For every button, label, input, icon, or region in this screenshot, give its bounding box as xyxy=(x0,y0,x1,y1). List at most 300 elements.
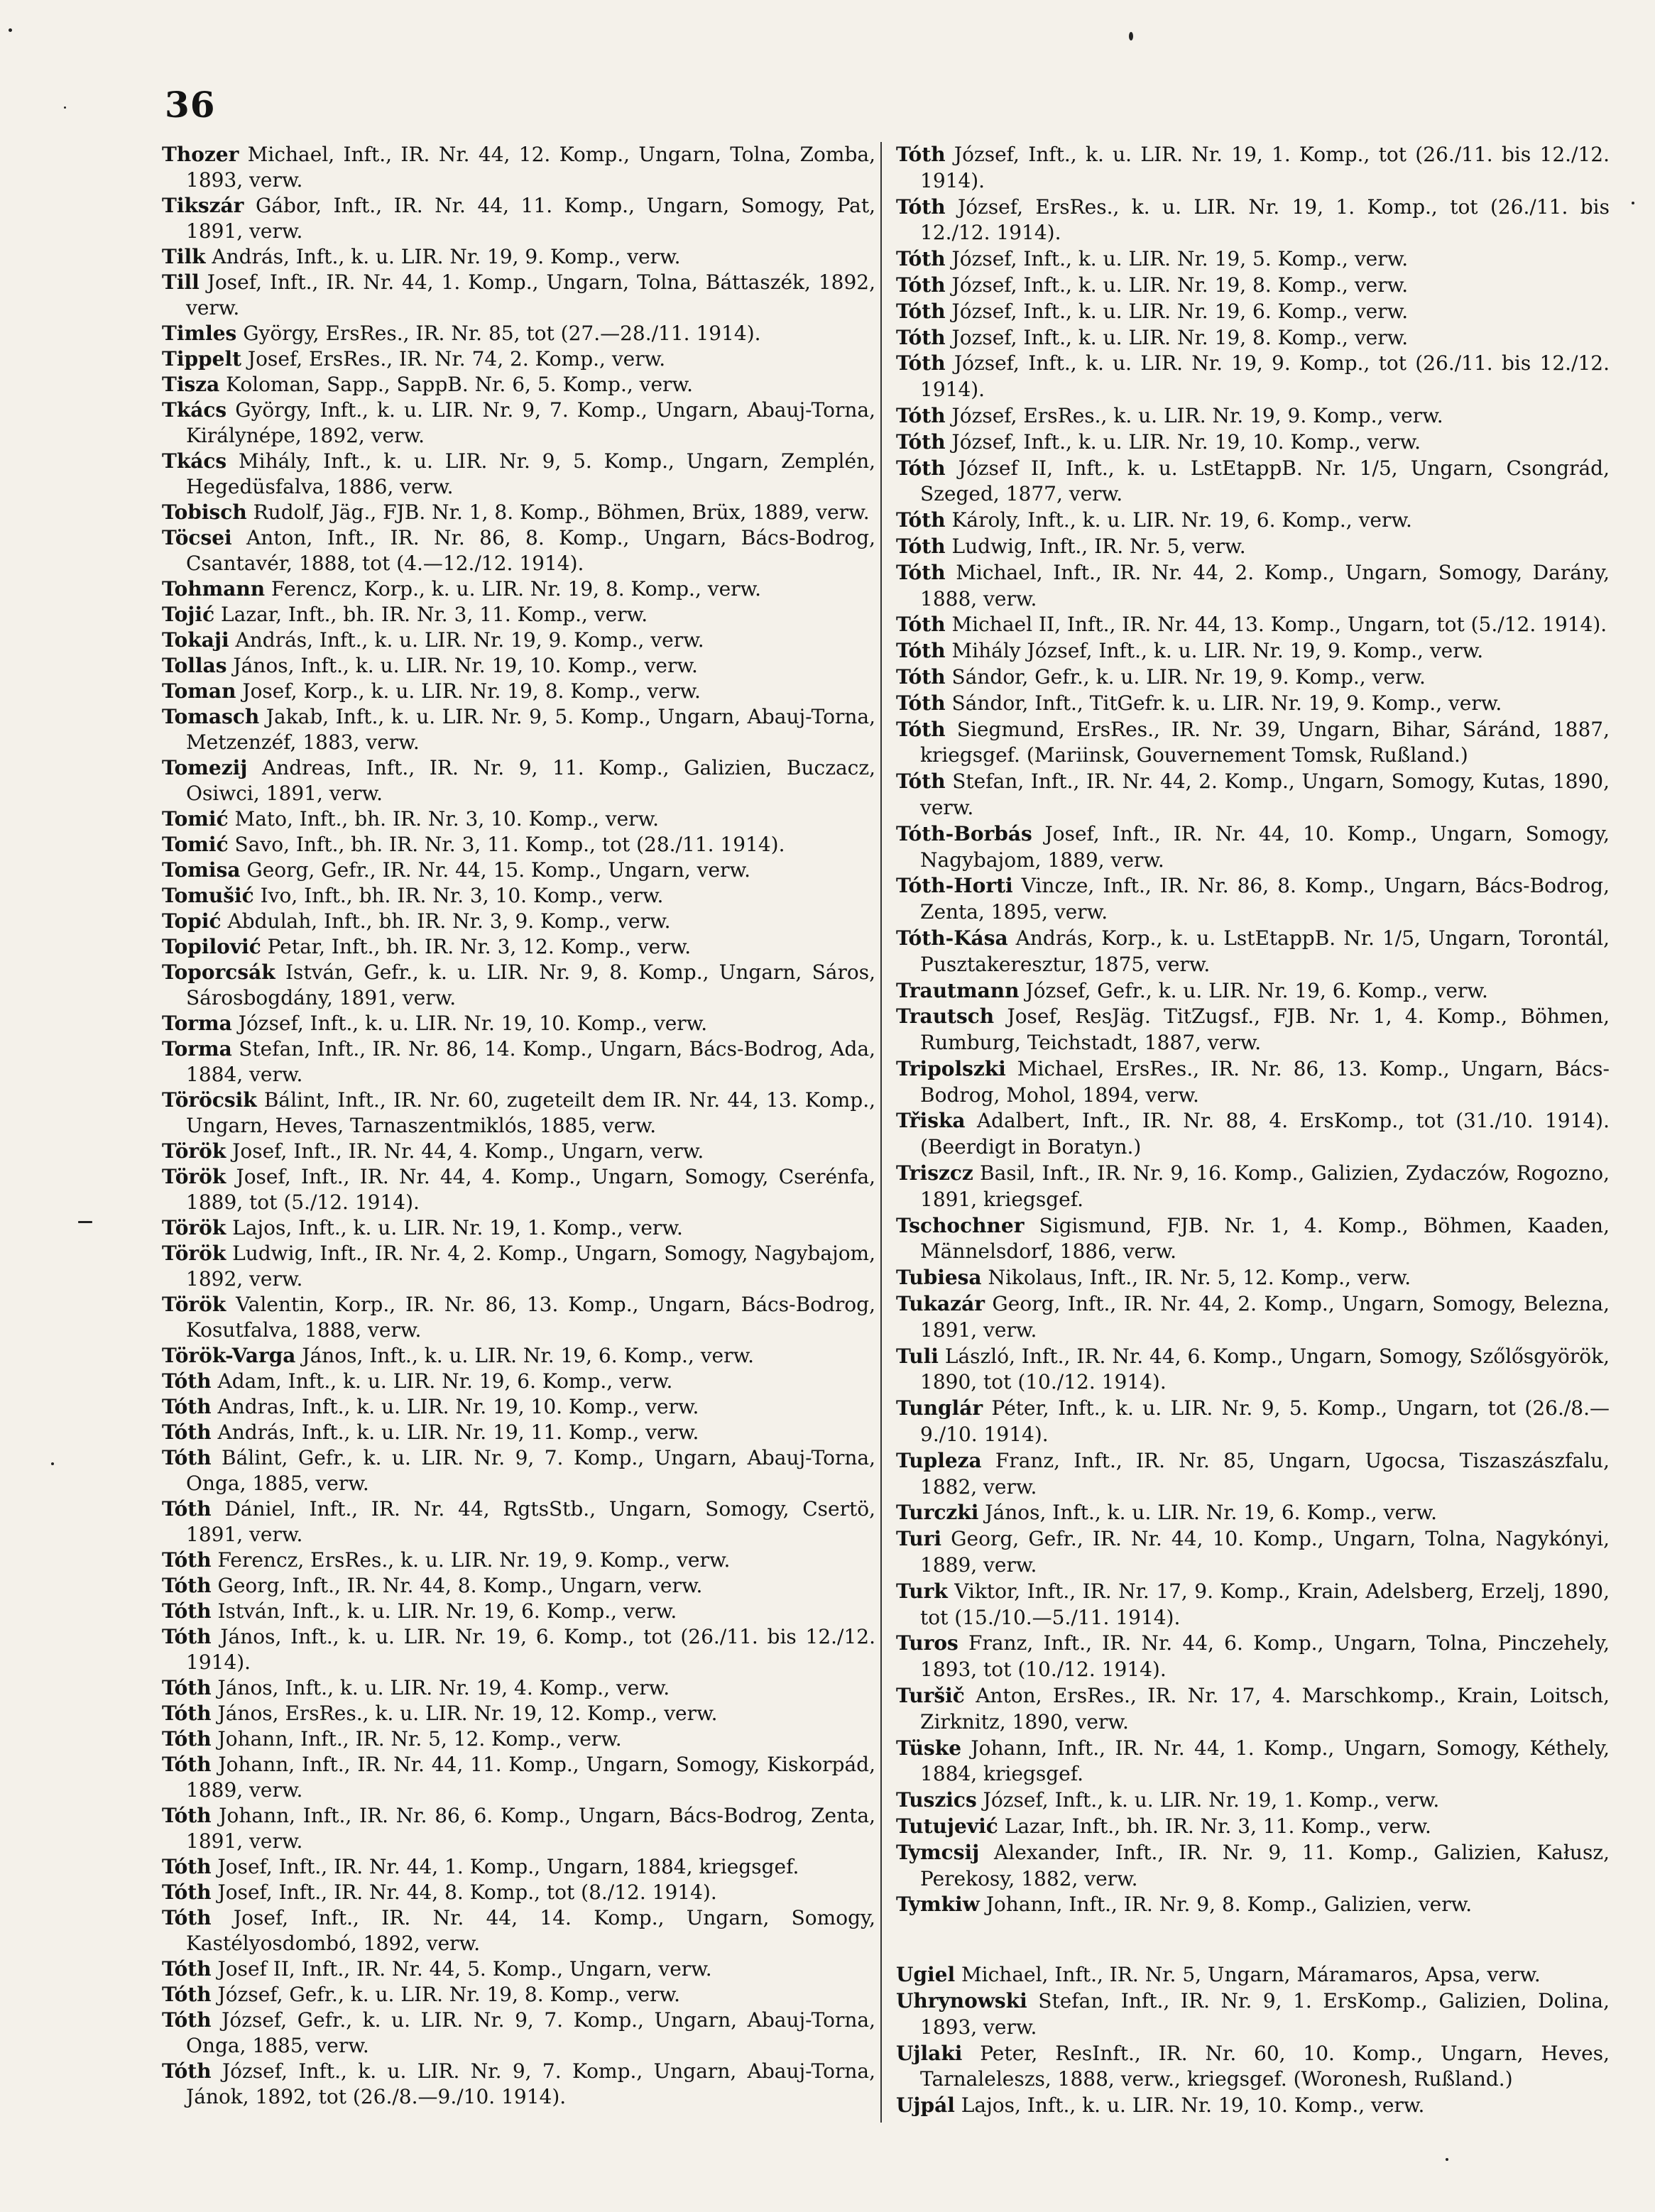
entry-details: Ludwig, Inft., IR. Nr. 5, verw. xyxy=(945,534,1246,558)
casualty-entry xyxy=(162,602,875,628)
casualty-entry xyxy=(162,1624,875,1675)
scan-speck xyxy=(51,1462,54,1465)
entry-details: Johann, Inft., IR. Nr. 44, 11. Komp., Ungarn, Somogy, Kiskorpád, 1889, verw. xyxy=(186,1753,875,1802)
entry-details: Siegmund, ErsRes., IR. Nr. 39, Ungarn, Bihar, Sáránd, 1887, kriegsgef. (Mariinsk, Gouvernement Tomsk, Rußland.) xyxy=(920,717,1610,767)
casualty-entry xyxy=(896,1814,1610,1840)
entry-surname: Tóth xyxy=(162,1420,212,1444)
entry-details: András, Inft., k. u. LIR. Nr. 19, 11. Komp., verw. xyxy=(211,1420,699,1444)
entry-details: Anton, ErsRes., IR. Nr. 17, 4. Marschkomp., Krain, Loitsch, Zirknitz, 1890, verw. xyxy=(920,1684,1610,1734)
scan-speck xyxy=(1632,202,1634,204)
entry-details: Lazar, Inft., bh. IR. Nr. 3, 11. Komp., verw. xyxy=(214,603,648,626)
casualty-entry xyxy=(162,832,875,858)
casualty-entry xyxy=(896,1056,1610,1109)
entry-surname: Tóth xyxy=(896,325,946,349)
casualty-entry xyxy=(896,1265,1610,1291)
entry-surname: Tóth xyxy=(162,1446,212,1469)
entry-surname: Toporcsák xyxy=(162,960,275,984)
entry-surname: Tóth-Horti xyxy=(896,874,1013,898)
entry-details: Josef, Inft., IR. Nr. 44, 4. Komp., Ungarn, verw. xyxy=(226,1139,704,1163)
entry-surname: Tóth xyxy=(162,2059,212,2083)
casualty-entry xyxy=(896,1683,1610,1736)
casualty-entry xyxy=(896,978,1610,1004)
casualty-entry xyxy=(896,560,1610,613)
entry-details: József II, Inft., k. u. LstEtappB. Nr. 1/5, Ungarn, Csongrád, Szeged, 1877, verw. xyxy=(920,456,1610,506)
page-number: 36 xyxy=(165,84,216,126)
entry-details: József, ErsRes., k. u. LIR. Nr. 19, 1. Komp., tot (26./11. bis 12./12. 1914). xyxy=(920,195,1610,245)
casualty-entry xyxy=(162,244,875,270)
casualty-entry xyxy=(896,1579,1610,1631)
casualty-entry xyxy=(162,755,875,806)
entry-details: József, Inft., k. u. LIR. Nr. 19, 1. Komp., verw. xyxy=(976,1788,1440,1812)
entry-details: Bálint, Inft., IR. Nr. 60, zugeteilt dem IR. Nr. 44, 13. Komp., Ungarn, Heves, Tarnaszentmiklós, 1885, verw. xyxy=(186,1088,875,1137)
entry-surname: Tomisa xyxy=(162,858,241,882)
entry-details: Josef, Inft., IR. Nr. 44, 14. Komp., Ungarn, Somogy, Kastélyosdombó, 1892, verw. xyxy=(186,1906,875,1955)
casualty-entry xyxy=(162,858,875,883)
entry-details: Stefan, Inft., IR. Nr. 44, 2. Komp., Ungarn, Somogy, Kutas, 1890, verw. xyxy=(920,770,1610,819)
entry-details: Sándor, Gefr., k. u. LIR. Nr. 19, 9. Komp., verw. xyxy=(945,664,1426,689)
entry-details: József, Inft., k. u. LIR. Nr. 9, 7. Komp., Ungarn, Abauj-Torna, Jánok, 1892, tot (26./8.—9./10. 1914). xyxy=(186,2059,875,2108)
entry-surname: Tkács xyxy=(162,398,227,422)
column-divider xyxy=(880,142,882,2123)
entry-details: Ferencz, ErsRes., k. u. LIR. Nr. 19, 9. Komp., verw. xyxy=(211,1548,731,1572)
entry-surname: Torma xyxy=(162,1012,232,1035)
entry-details: Josef, ErsRes., IR. Nr. 74, 2. Komp., verw. xyxy=(241,347,666,371)
entry-surname: Uhrynowski xyxy=(896,1988,1027,2013)
casualty-entry xyxy=(162,1599,875,1624)
casualty-entry xyxy=(896,612,1610,638)
entry-details: László, Inft., IR. Nr. 44, 6. Komp., Ungarn, Somogy, Szőlősgyörök, 1890, tot (10./12. 1914). xyxy=(920,1344,1610,1394)
entry-surname: Tóth xyxy=(896,770,946,794)
scan-speck xyxy=(64,106,66,109)
casualty-entry xyxy=(162,193,875,244)
casualty-entry xyxy=(162,346,875,372)
casualty-entry xyxy=(162,628,875,653)
entry-surname: Tóth xyxy=(896,560,946,584)
entry-details: János, Inft., k. u. LIR. Nr. 19, 6. Komp., tot (26./11. bis 12./12. 1914). xyxy=(186,1625,875,1674)
casualty-entry xyxy=(896,1108,1610,1161)
entry-details: János, Inft., k. u. LIR. Nr. 19, 4. Komp., verw. xyxy=(211,1676,670,1699)
entry-details: Adalbert, Inft., IR. Nr. 88, 4. ErsKomp., tot (31./10. 1914). (Beerdigt in Boratyn.) xyxy=(920,1109,1610,1159)
casualty-entry xyxy=(896,429,1610,456)
casualty-entry xyxy=(162,449,875,500)
entry-details: Viktor, Inft., IR. Nr. 17, 9. Komp., Krain, Adelsberg, Erzelj, 1890, tot (15./10.—5./11. 1914). xyxy=(920,1579,1610,1629)
entry-details: József, Gefr., k. u. LIR. Nr. 19, 8. Komp., verw. xyxy=(211,1983,681,2006)
entry-surname: Tóth xyxy=(162,1497,212,1521)
casualty-entry xyxy=(162,576,875,602)
casualty-entry xyxy=(896,273,1610,299)
entry-surname: Tymkiw xyxy=(896,1893,980,1917)
entry-details: Mihály, Inft., k. u. LIR. Nr. 9, 5. Komp., Ungarn, Zemplén, Hegedüsfalva, 1886, verw. xyxy=(186,449,875,498)
casualty-entry xyxy=(896,2093,1610,2119)
entry-details: Abdulah, Inft., bh. IR. Nr. 3, 9. Komp., verw. xyxy=(221,909,671,933)
casualty-entry xyxy=(162,960,875,1011)
entry-details: József, Inft., k. u. LIR. Nr. 19, 10. Komp., verw. xyxy=(945,429,1421,454)
casualty-entry xyxy=(162,909,875,934)
entry-surname: Tokaji xyxy=(162,628,229,652)
entry-details: Vincze, Inft., IR. Nr. 86, 8. Komp., Ungarn, Bács-Bodrog, Zenta, 1895, verw. xyxy=(920,874,1610,924)
casualty-entry xyxy=(896,691,1610,717)
casualty-entry xyxy=(896,769,1610,821)
casualty-entry xyxy=(896,1004,1610,1056)
casualty-entry xyxy=(896,246,1610,273)
entry-surname: Timles xyxy=(162,322,237,345)
entry-details: Michael, Inft., IR. Nr. 44, 12. Komp., Ungarn, Tolna, Zomba, 1893, verw. xyxy=(186,143,875,192)
entry-surname: Ugiel xyxy=(896,1963,956,1987)
entry-details: Michael, Inft., IR. Nr. 5, Ungarn, Máramaros, Apsa, verw. xyxy=(955,1963,1541,1987)
entry-details: József, Inft., k. u. LIR. Nr. 19, 6. Komp., verw. xyxy=(945,299,1409,323)
entry-surname: Tóth xyxy=(162,1983,212,2006)
casualty-entry xyxy=(162,2059,875,2110)
entry-surname: Tojić xyxy=(162,603,215,626)
entry-details: Lajos, Inft., k. u. LIR. Nr. 19, 10. Komp., verw. xyxy=(954,2093,1425,2118)
entry-surname: Topić xyxy=(162,909,222,933)
casualty-entry xyxy=(162,1726,875,1752)
casualty-entry xyxy=(162,1496,875,1548)
entry-details: Ludwig, Inft., IR. Nr. 4, 2. Komp., Ungarn, Somogy, Nagybajom, 1892, verw. xyxy=(186,1242,875,1291)
entry-details: Andras, Inft., k. u. LIR. Nr. 19, 10. Komp., verw. xyxy=(211,1395,699,1418)
entry-surname: Tóth xyxy=(896,143,946,166)
entry-surname: Török-Varga xyxy=(162,1344,296,1367)
casualty-entry xyxy=(162,1241,875,1292)
casualty-entry xyxy=(162,1675,875,1701)
casualty-entry xyxy=(162,2008,875,2059)
entry-details: Rudolf, Jäg., FJB. Nr. 1, 8. Komp., Böhmen, Brüx, 1889, verw. xyxy=(246,500,870,524)
casualty-entry xyxy=(162,1982,875,2008)
casualty-entry xyxy=(162,1292,875,1343)
entry-surname: Tóth xyxy=(896,691,946,715)
entry-surname: Tripolszki xyxy=(896,1056,1006,1080)
casualty-entry xyxy=(162,1036,875,1088)
entry-details: Stefan, Inft., IR. Nr. 9, 1. ErsKomp., Galizien, Dolina, 1893, verw. xyxy=(920,1988,1610,2039)
entry-details: János, ErsRes., k. u. LIR. Nr. 19, 12. Komp., verw. xyxy=(211,1702,718,1725)
entry-surname: Töröcsik xyxy=(162,1088,257,1112)
casualty-entry xyxy=(162,653,875,679)
entry-surname: Tobisch xyxy=(162,500,247,524)
entry-details: Josef, Korp., k. u. LIR. Nr. 19, 8. Komp., verw. xyxy=(236,679,701,703)
entry-details: Péter, Inft., k. u. LIR. Nr. 9, 5. Komp., Ungarn, tot (26./8.—9./10. 1914). xyxy=(920,1396,1610,1447)
casualty-entry xyxy=(896,403,1610,429)
scan-speck xyxy=(1446,2158,1448,2161)
entry-surname: Třiska xyxy=(896,1109,966,1133)
entry-surname: Ujlaki xyxy=(896,2041,963,2065)
casualty-entry xyxy=(896,717,1610,770)
casualty-entry xyxy=(162,1956,875,1982)
entry-details: Josef II, Inft., IR. Nr. 44, 5. Komp., Ungarn, verw. xyxy=(211,1957,712,1981)
casualty-entry xyxy=(162,1343,875,1369)
entry-details: János, Inft., k. u. LIR. Nr. 19, 6. Komp., verw. xyxy=(978,1501,1437,1525)
entry-details: Sándor, Inft., TitGefr. k. u. LIR. Nr. 19, 9. Komp., verw. xyxy=(945,691,1502,715)
entry-surname: Török xyxy=(162,1165,226,1188)
entry-surname: Töcsei xyxy=(162,526,232,549)
casualty-entry xyxy=(896,325,1610,351)
casualty-entry xyxy=(162,1905,875,1956)
entry-surname: Tomasch xyxy=(162,705,260,728)
entry-surname: Tóth xyxy=(162,1574,212,1597)
entry-details: Peter, ResInft., IR. Nr. 60, 10. Komp., Ungarn, Heves, Tarnaleleszs, 1888, verw., kriegsgef. (Woronesh, Rußland.) xyxy=(920,2041,1610,2091)
entry-surname: Török xyxy=(162,1139,226,1163)
entry-details: Dániel, Inft., IR. Nr. 44, RgtsStb., Ungarn, Somogy, Csertö, 1891, verw. xyxy=(186,1497,875,1546)
entry-surname: Trautmann xyxy=(896,978,1020,1002)
entry-details: Valentin, Korp., IR. Nr. 86, 13. Komp., Ungarn, Bács-Bodrog, Kosutfalva, 1888, verw. xyxy=(186,1293,875,1342)
casualty-entry xyxy=(162,270,875,321)
entry-surname: Tóth xyxy=(162,1804,212,1827)
casualty-entry xyxy=(896,1787,1610,1814)
entry-surname: Tóth xyxy=(896,613,946,637)
entry-details: Michael II, Inft., IR. Nr. 44, 13. Komp., Ungarn, tot (5./12. 1914). xyxy=(945,613,1607,637)
entry-details: Jakab, Inft., k. u. LIR. Nr. 9, 5. Komp., Ungarn, Abauj-Torna, Metzenzéf, 1883, verw. xyxy=(186,705,875,754)
casualty-entry xyxy=(896,456,1610,508)
entry-surname: Tomezij xyxy=(162,756,248,779)
casualty-entry xyxy=(896,926,1610,978)
casualty-entry xyxy=(896,351,1610,403)
entry-details: Georg, Inft., IR. Nr. 44, 2. Komp., Ungarn, Somogy, Belezna, 1891, verw. xyxy=(920,1292,1610,1342)
entry-surname: Tóth xyxy=(896,195,946,219)
entry-surname: Tutujević xyxy=(896,1814,998,1838)
entry-surname: Tóth xyxy=(162,1676,212,1699)
casualty-entry xyxy=(896,534,1610,560)
entry-details: András, Korp., k. u. LstEtappB. Nr. 1/5, Ungarn, Torontál, Pusztakeresztur, 1875, verw. xyxy=(920,926,1610,976)
entry-details: József, ErsRes., k. u. LIR. Nr. 19, 9. Komp., verw. xyxy=(945,403,1443,427)
casualty-entry xyxy=(162,1701,875,1726)
entry-surname: Tunglár xyxy=(896,1396,983,1420)
entry-details: Josef, Inft., IR. Nr. 44, 4. Komp., Ungarn, Somogy, Cserénfa, 1889, tot (5./12. 1914). xyxy=(186,1165,875,1214)
entry-details: Georg, Gefr., IR. Nr. 44, 15. Komp., Ungarn, verw. xyxy=(240,858,750,882)
entry-surname: Toman xyxy=(162,679,236,703)
entry-surname: Turczki xyxy=(896,1501,979,1525)
entry-surname: Tomušić xyxy=(162,884,254,907)
entry-surname: Triszcz xyxy=(896,1161,973,1186)
casualty-entry xyxy=(162,372,875,398)
entry-surname: Trautsch xyxy=(896,1004,995,1029)
casualty-entry xyxy=(162,500,875,525)
casualty-entry xyxy=(162,1854,875,1880)
entry-details: István, Gefr., k. u. LIR. Nr. 9, 8. Komp., Ungarn, Sáros, Sárosbogdány, 1891, verw. xyxy=(186,960,875,1009)
entry-surname: Tisza xyxy=(162,373,220,396)
entry-surname: Tippelt xyxy=(162,347,242,371)
right-column xyxy=(896,142,1610,2123)
casualty-entry xyxy=(896,664,1610,691)
entry-surname: Tóth xyxy=(162,1880,212,1904)
entry-details: Mato, Inft., bh. IR. Nr. 3, 10. Komp., verw. xyxy=(228,807,660,831)
entry-surname: Tóth xyxy=(162,1753,212,1776)
casualty-entry xyxy=(896,1736,1610,1788)
casualty-entry xyxy=(896,1344,1610,1396)
casualty-entry xyxy=(896,1396,1610,1448)
entry-details: Josef, Inft., IR. Nr. 44, 1. Komp., Ungarn, Tolna, Báttaszék, 1892, verw. xyxy=(186,270,875,319)
casualty-entry xyxy=(896,1161,1610,1213)
entry-details: Ferencz, Korp., k. u. LIR. Nr. 19, 8. Komp., verw. xyxy=(265,577,762,601)
scan-speck xyxy=(78,1221,92,1223)
casualty-entry xyxy=(162,1445,875,1496)
entry-surname: Ujpál xyxy=(896,2093,955,2118)
entry-details: Josef, Inft., IR. Nr. 44, 10. Komp., Ungarn, Somogy, Nagybajom, 1889, verw. xyxy=(920,821,1610,872)
entry-details: János, Inft., k. u. LIR. Nr. 19, 10. Komp., verw. xyxy=(226,654,698,677)
casualty-entry xyxy=(896,2041,1610,2093)
entry-surname: Tóth-Borbás xyxy=(896,821,1032,845)
casualty-entry xyxy=(896,1840,1610,1893)
entry-surname: Tóth xyxy=(896,273,946,297)
casualty-entry xyxy=(162,1164,875,1215)
entry-surname: Tüske xyxy=(896,1736,962,1760)
entry-surname: Torma xyxy=(162,1037,232,1061)
entry-details: Sigismund, FJB. Nr. 1, 4. Komp., Böhmen, Kaaden, Männelsdorf, 1886, verw. xyxy=(920,1213,1610,1264)
entry-details: János, Inft., k. u. LIR. Nr. 19, 6. Komp., verw. xyxy=(295,1344,755,1367)
entry-surname: Tóth xyxy=(162,1395,212,1418)
entry-details: József, Gefr., k. u. LIR. Nr. 19, 6. Komp., verw. xyxy=(1019,978,1488,1002)
entry-surname: Tóth xyxy=(896,247,946,271)
casualty-entry xyxy=(896,299,1610,325)
entry-surname: Török xyxy=(162,1216,226,1239)
entry-details: Michael, Inft., IR. Nr. 44, 2. Komp., Ungarn, Somogy, Darány, 1888, verw. xyxy=(920,560,1610,611)
entry-surname: Topilović xyxy=(162,935,261,958)
entry-surname: Tukazár xyxy=(896,1292,985,1316)
entry-surname: Till xyxy=(162,270,200,294)
entry-details: Johann, Inft., IR. Nr. 86, 6. Komp., Ungarn, Bács-Bodrog, Zenta, 1891, verw. xyxy=(186,1804,875,1853)
casualty-entry xyxy=(162,321,875,346)
entry-surname: Tomić xyxy=(162,807,229,831)
entry-details: Anton, Inft., IR. Nr. 86, 8. Komp., Ungarn, Bács-Bodrog, Csantavér, 1888, tot (4.—12./12. 1914). xyxy=(186,526,875,575)
entry-surname: Tupleza xyxy=(896,1448,982,1472)
entry-surname: Tkács xyxy=(162,449,227,473)
entry-surname: Tóth xyxy=(162,1548,212,1572)
entry-surname: Tóth xyxy=(896,299,946,323)
casualty-entry xyxy=(896,1213,1610,1266)
entry-details: Lajos, Inft., k. u. LIR. Nr. 19, 1. Komp., verw. xyxy=(226,1216,683,1239)
casualty-entry xyxy=(162,1420,875,1445)
entry-surname: Tóth xyxy=(162,1369,212,1393)
entry-surname: Tóth xyxy=(896,429,946,454)
section-gap xyxy=(896,1918,1610,1962)
entry-details: Nikolaus, Inft., IR. Nr. 5, 12. Komp., verw. xyxy=(981,1266,1411,1290)
entry-surname: Török xyxy=(162,1242,226,1265)
casualty-entry xyxy=(896,638,1610,664)
entry-details: Alexander, Inft., IR. Nr. 9, 11. Komp., Galizien, Kałusz, Perekosy, 1882, verw. xyxy=(920,1840,1610,1890)
casualty-entry xyxy=(162,679,875,704)
casualty-entry xyxy=(896,821,1610,874)
entry-surname: Tóth xyxy=(162,1625,212,1648)
entry-surname: Tóth-Kása xyxy=(896,926,1008,950)
entry-details: Michael, ErsRes., IR. Nr. 86, 13. Komp., Ungarn, Bács-Bodrog, Mohol, 1894, verw. xyxy=(920,1056,1610,1107)
entry-details: József, Gefr., k. u. LIR. Nr. 9, 7. Komp., Ungarn, Abauj-Torna, Onga, 1885, verw. xyxy=(186,2008,875,2057)
entry-details: Bálint, Gefr., k. u. LIR. Nr. 9, 7. Komp., Ungarn, Abauj-Torna, Onga, 1885, verw. xyxy=(186,1446,875,1495)
casualty-entry xyxy=(896,1631,1610,1683)
entry-surname: Tóth xyxy=(896,664,946,689)
entry-details: Koloman, Sapp., SappB. Nr. 6, 5. Komp., verw. xyxy=(219,373,693,396)
entry-surname: Tóth xyxy=(162,1906,212,1929)
entry-details: Georg, Gefr., IR. Nr. 44, 10. Komp., Ungarn, Tolna, Nagykónyi, 1889, verw. xyxy=(920,1527,1610,1577)
casualty-entry xyxy=(162,142,875,193)
entry-details: Basil, Inft., IR. Nr. 9, 16. Komp., Galizien, Zydaczów, Rogozno, 1891, kriegsgef. xyxy=(920,1161,1610,1211)
entry-surname: Tóth xyxy=(162,1702,212,1725)
entry-surname: Tóth xyxy=(896,508,946,532)
entry-details: Josef, Inft., IR. Nr. 44, 8. Komp., tot (8./12. 1914). xyxy=(211,1880,717,1904)
entry-details: Andreas, Inft., IR. Nr. 9, 11. Komp., Galizien, Buczacz, Osiwci, 1891, verw. xyxy=(186,756,875,805)
entry-surname: Tuli xyxy=(896,1344,939,1368)
entry-details: Josef, ResJäg. TitZugsf., FJB. Nr. 1, 4. Komp., Böhmen, Rumburg, Teichstadt, 1887, verw. xyxy=(920,1004,1610,1055)
entry-details: Stefan, Inft., IR. Nr. 86, 14. Komp., Ungarn, Bács-Bodrog, Ada, 1884, verw. xyxy=(186,1037,875,1086)
entry-details: Jozsef, Inft., k. u. LIR. Nr. 19, 8. Komp., verw. xyxy=(945,325,1409,349)
entry-details: András, Inft., k. u. LIR. Nr. 19, 9. Komp., verw. xyxy=(205,245,681,268)
entry-surname: Tóth xyxy=(162,2008,212,2032)
entry-surname: Turos xyxy=(896,1631,958,1655)
casualty-entry xyxy=(896,1526,1610,1579)
left-column xyxy=(162,142,875,2123)
entry-surname: Tubiesa xyxy=(896,1266,982,1290)
entry-details: Mihály József, Inft., k. u. LIR. Nr. 19, 9. Komp., verw. xyxy=(945,639,1484,663)
entry-surname: Tóth xyxy=(896,456,946,480)
casualty-entry xyxy=(162,398,875,449)
entry-details: Franz, Inft., IR. Nr. 85, Ungarn, Ugocsa, Tiszaszászfalu, 1882, verw. xyxy=(920,1448,1610,1499)
entry-surname: Tollas xyxy=(162,654,227,677)
entry-surname: Tóth xyxy=(896,639,946,663)
entry-surname: Tomić xyxy=(162,833,229,856)
entry-surname: Tschochner xyxy=(896,1213,1025,1237)
entry-surname: Tóth xyxy=(896,403,946,427)
casualty-entry xyxy=(162,1573,875,1599)
entry-surname: Tymcsij xyxy=(896,1840,980,1864)
entry-details: József, Inft., k. u. LIR. Nr. 19, 1. Komp., tot (26./11. bis 12./12. 1914). xyxy=(920,143,1610,192)
entry-surname: Turšič xyxy=(896,1684,965,1708)
casualty-entry xyxy=(896,142,1610,195)
entry-surname: Turk xyxy=(896,1579,948,1603)
casualty-entry xyxy=(896,873,1610,926)
entry-surname: Turi xyxy=(896,1527,942,1551)
entry-surname: Tóth xyxy=(896,534,946,558)
casualty-entry xyxy=(896,508,1610,534)
entry-details: József, Inft., k. u. LIR. Nr. 19, 9. Komp., tot (26./11. bis 12./12. 1914). xyxy=(920,351,1610,402)
entry-surname: Thozer xyxy=(162,143,239,166)
entry-details: József, Inft., k. u. LIR. Nr. 19, 8. Komp., verw. xyxy=(945,273,1409,297)
casualty-entry xyxy=(896,1500,1610,1526)
casualty-entry xyxy=(162,1752,875,1803)
entry-details: Ivo, Inft., bh. IR. Nr. 3, 10. Komp., verw. xyxy=(253,884,664,907)
casualty-entry xyxy=(896,1448,1610,1501)
entry-details: Savo, Inft., bh. IR. Nr. 3, 11. Komp., tot (28./11. 1914). xyxy=(228,833,785,856)
entry-surname: Tohmann xyxy=(162,577,266,601)
entry-surname: Tóth xyxy=(162,1599,212,1623)
entry-details: György, Inft., k. u. LIR. Nr. 9, 7. Komp., Ungarn, Abauj-Torna, Királynépe, 1892, verw. xyxy=(186,398,875,447)
entry-details: Johann, Inft., IR. Nr. 5, 12. Komp., verw. xyxy=(211,1727,622,1751)
entry-surname: Tóth xyxy=(162,1957,212,1981)
casualty-entry xyxy=(162,883,875,909)
casualty-entry xyxy=(162,1215,875,1241)
casualty-entry xyxy=(162,1139,875,1164)
entry-surname: Tóth xyxy=(162,1855,212,1878)
scan-speck xyxy=(9,28,12,32)
entry-details: Károly, Inft., k. u. LIR. Nr. 19, 6. Komp., verw. xyxy=(945,508,1412,532)
entry-details: Lazar, Inft., bh. IR. Nr. 3, 11. Komp., verw. xyxy=(998,1814,1431,1838)
entry-details: András, Inft., k. u. LIR. Nr. 19, 9. Komp., verw. xyxy=(229,628,704,652)
scan-speck xyxy=(1129,32,1133,40)
casualty-entry xyxy=(896,1962,1610,1988)
entry-surname: Török xyxy=(162,1293,226,1316)
entry-surname: Tóth xyxy=(162,1727,212,1751)
casualty-entry xyxy=(162,1548,875,1573)
casualty-entry xyxy=(162,525,875,576)
entry-details: Adam, Inft., k. u. LIR. Nr. 19, 6. Komp., verw. xyxy=(211,1369,673,1393)
entry-details: István, Inft., k. u. LIR. Nr. 19, 6. Komp., verw. xyxy=(211,1599,677,1623)
casualty-entry xyxy=(162,1880,875,1905)
casualty-entry xyxy=(162,1394,875,1420)
casualty-entry xyxy=(162,806,875,832)
entry-details: Josef, Inft., IR. Nr. 44, 1. Komp., Ungarn, 1884, kriegsgef. xyxy=(211,1855,799,1878)
casualty-entry xyxy=(162,1369,875,1394)
entry-surname: Tóth xyxy=(896,717,946,741)
entry-details: Johann, Inft., IR. Nr. 44, 1. Komp., Ungarn, Somogy, Kéthely, 1884, kriegsgef. xyxy=(920,1736,1610,1786)
entry-details: Franz, Inft., IR. Nr. 44, 6. Komp., Ungarn, Tolna, Pinczehely, 1893, tot (10./12. 1914). xyxy=(920,1631,1610,1682)
casualty-entry xyxy=(896,1892,1610,1918)
entry-surname: Tuszics xyxy=(896,1788,977,1812)
